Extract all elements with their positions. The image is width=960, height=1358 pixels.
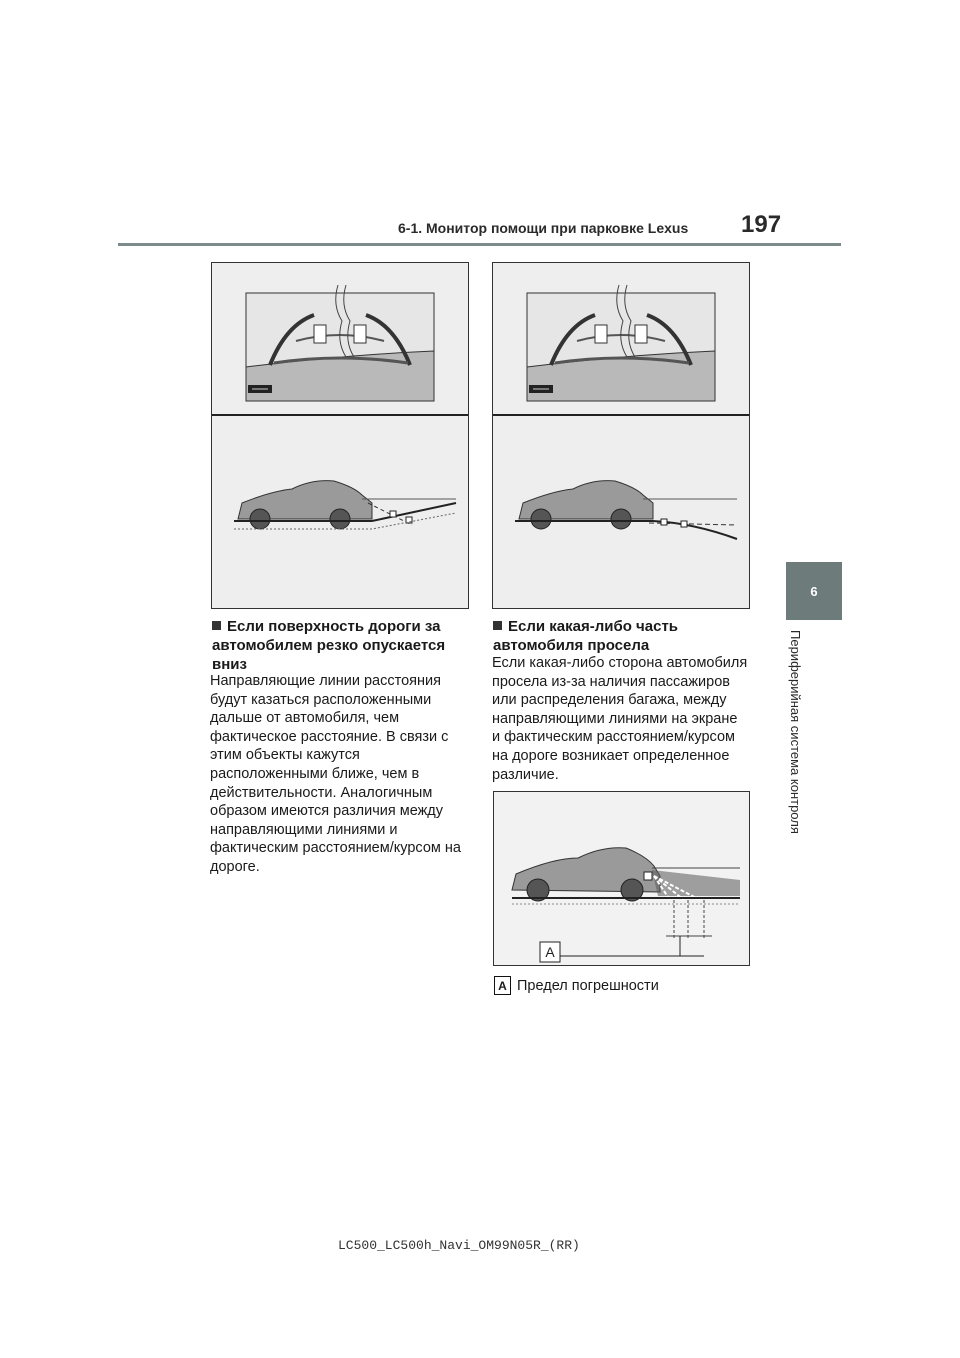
figure-error-margin — [493, 791, 750, 966]
section-title: 6-1. Монитор помощи при парковке Lexus — [398, 220, 689, 236]
side-view-car — [234, 481, 456, 529]
figure-legend — [494, 976, 659, 995]
camera-screen-view — [246, 285, 434, 401]
error-margin-illustration — [494, 792, 749, 965]
document-code: LC500_LC500h_Navi_OM99N05R_(RR) — [338, 1238, 580, 1253]
side-view-car — [515, 481, 737, 539]
legend-badge: A — [494, 976, 511, 995]
left-heading: Если поверхность дороги за автомобилем резко опускается вниз — [212, 618, 446, 673]
camera-screen-view — [527, 285, 715, 401]
right-heading: Если какая-либо часть автомобиля просела — [493, 618, 679, 654]
bullet-icon — [212, 621, 221, 630]
chapter-number: 6 — [810, 583, 818, 599]
road-slopes-down-illustration — [212, 263, 468, 608]
header-divider — [118, 243, 841, 246]
chapter-title: Периферийная система контроля — [788, 630, 803, 834]
vehicle-sagging-illustration — [493, 263, 749, 608]
figure-vehicle-sagging — [492, 262, 750, 609]
legend-text: Предел погрешности — [517, 977, 659, 994]
figure-road-slopes-down — [211, 262, 469, 609]
left-body-text: Направляющие линии расстояния будут казаться расположенными дальше от автомобиля, чем фактическое расстояние. В связи с этим объекты кажутся расположенными ближе, чем в действительности. Аналогичным образом имеются различия между направляющими линиями и фактическим расстоянием/курсом на дороге. — [210, 673, 461, 875]
figure-callout-label: A — [545, 944, 555, 960]
right-body-text: Если какая-либо сторона автомобиля просела из-за наличия пассажиров или распределения багажа, между направляющими линиями на экране и фактическим расстоянием/курсом на дороге возникает определенное различие. — [492, 655, 748, 783]
page-number: 197 — [741, 211, 782, 238]
chapter-tab — [786, 562, 842, 620]
bullet-icon — [493, 621, 502, 630]
